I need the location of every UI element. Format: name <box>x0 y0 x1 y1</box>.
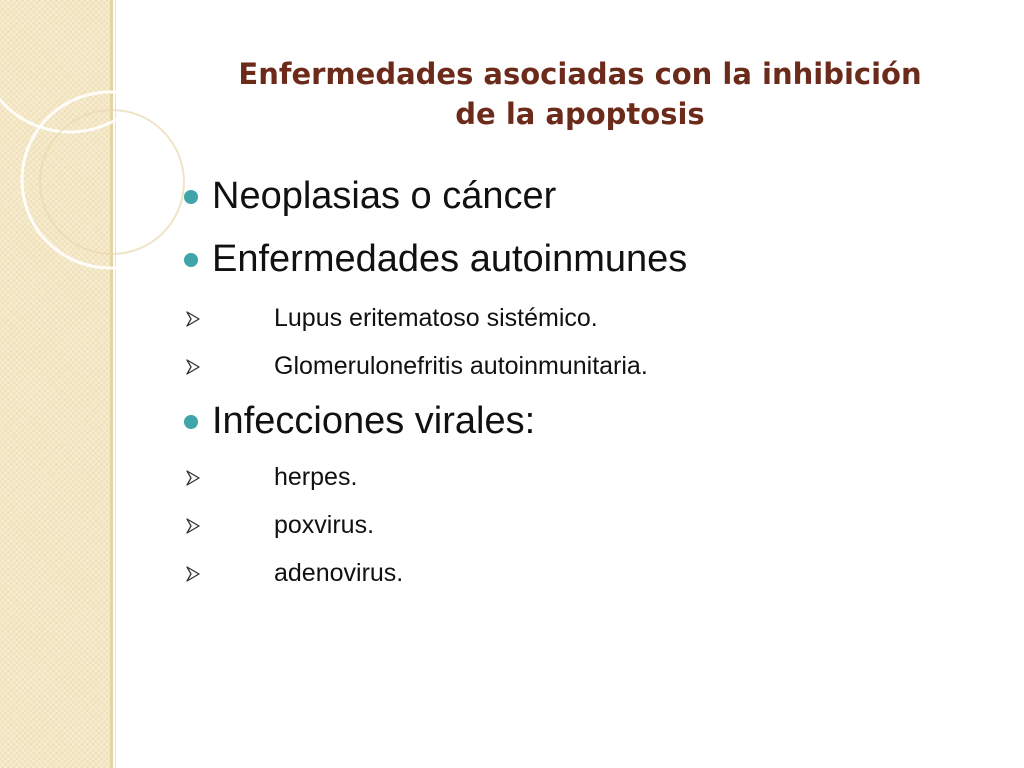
list-item-text: Infecciones virales: <box>212 400 536 442</box>
list-item-text: poxvirus. <box>274 511 375 539</box>
list-item-text: Neoplasias o cáncer <box>212 175 557 217</box>
arrowhead-bullet-icon <box>184 310 202 328</box>
list-item-text: Lupus eritematoso sistémico. <box>274 304 598 332</box>
list-item <box>180 352 648 381</box>
bullet-dot-icon <box>184 253 198 267</box>
slide-title-line-2: de la apoptosis <box>455 97 705 131</box>
slide-title-line-1: Enfermedades asociadas con la inhibición <box>238 57 922 91</box>
list-item <box>180 304 598 333</box>
list-item <box>180 400 535 443</box>
bullet-dot-icon <box>184 190 198 204</box>
list-item <box>180 463 357 492</box>
list-item-text: herpes. <box>274 463 358 491</box>
list-item-text: Enfermedades autoinmunes <box>212 238 688 280</box>
list-item <box>180 238 687 281</box>
list-item <box>180 559 403 588</box>
arrowhead-bullet-icon <box>184 565 202 583</box>
bullet-dot-icon <box>184 415 198 429</box>
arrowhead-bullet-icon <box>184 358 202 376</box>
list-item-text: Glomerulonefritis autoinmunitaria. <box>274 352 648 380</box>
list-item-text: adenovirus. <box>274 559 404 587</box>
arrowhead-bullet-icon <box>184 517 202 535</box>
list-item <box>180 175 556 218</box>
list-item <box>180 511 374 540</box>
arrowhead-bullet-icon <box>184 469 202 487</box>
